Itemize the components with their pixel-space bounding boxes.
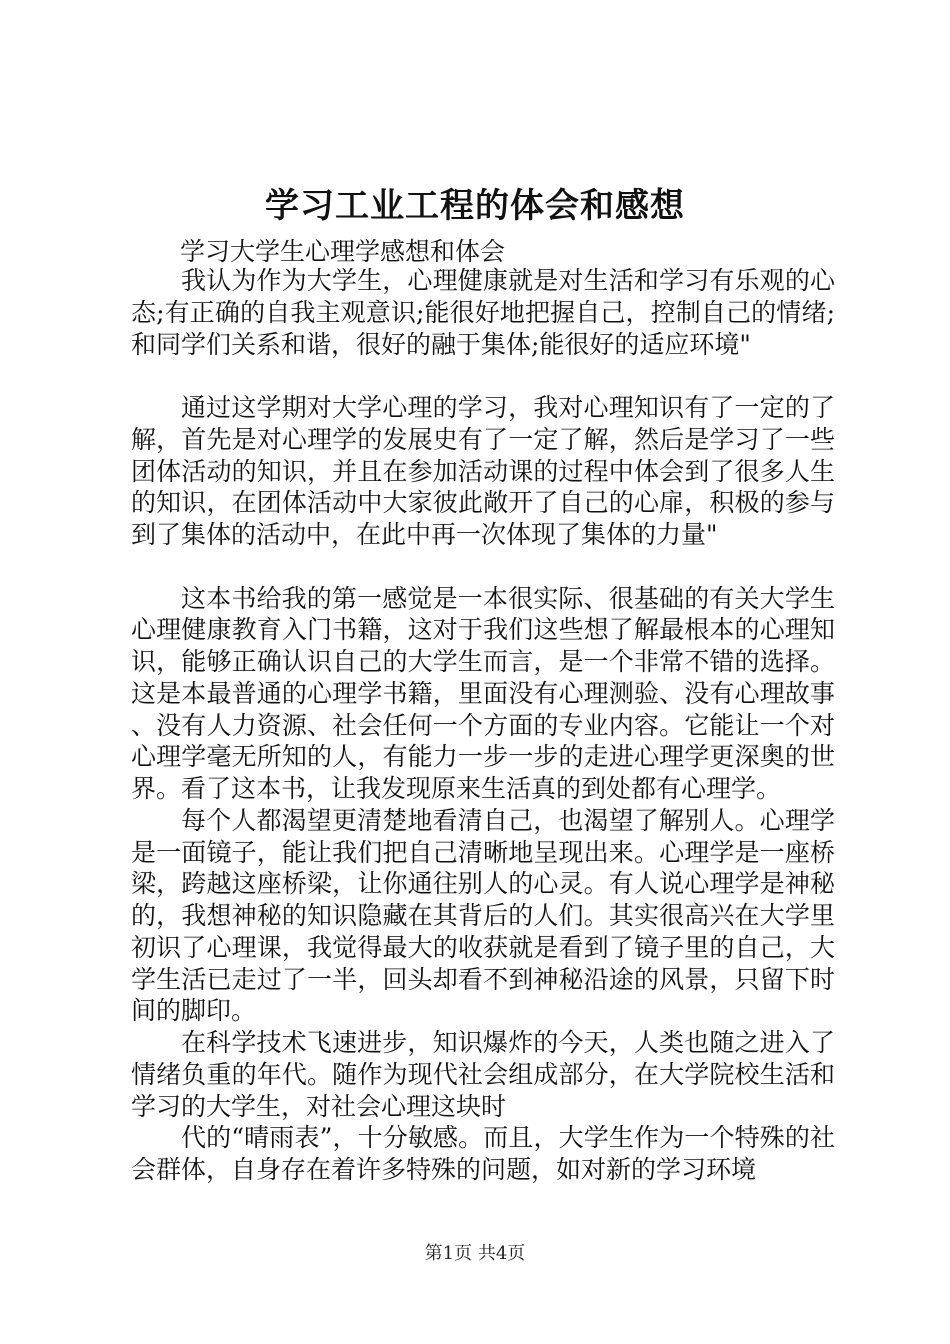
paragraph: 我认为作为大学生，心理健康就是对生活和学习有乐观的心态;有正确的自我主观意识;能很好地把握自己，控制自己的情绪;和同学们关系和谐，很好的融于集体;能很好的适应环境" — [131, 266, 835, 359]
paragraph-spacer — [131, 360, 835, 392]
paragraph: 每个人都渴望更清楚地看清自己，也渴望了解别人。心理学是一面镜子，能让我们把自己清晰地呈现出来。心理学是一座桥梁，跨越这座桥梁，让你通往别人的心灵。有人说心理学是神秘的，我想神秘的知识隐藏在其背后的人们。其实很高兴在大学里初识了心理课，我觉得最大的收获就是看到了镜子里的自己，大学生活已走过了一半，回头却看不到神秘沿途的风景，只留下时间的脚印。 — [131, 805, 835, 1026]
paragraph: 代的“晴雨表”，十分敏感。而且，大学生作为一个特殊的社会群体，自身存在着许多特殊的问题，如对新的学习环境 — [131, 1123, 835, 1184]
page-number-footer: 第1页 共4页 — [424, 1243, 526, 1264]
document-subtitle: 学习大学生心理学感想和体会 — [180, 237, 506, 266]
paragraph: 这本书给我的第一感觉是一本很实际、很基础的有关大学生心理健康教育入门书籍，这对于我们这些想了解最根本的心理知识，能够正确认识自己的大学生而言，是一个非常不错的选择。这是本最普通的心理学书籍，里面没有心理测验、没有心理故事、没有人力资源、社会任何一个方面的专业内容。它能让一个对心理学毫无所知的人，有能力一步一步的走进心理学更深奥的世界。看了这本书，让我发现原来生活真的到处都有心理学。 — [131, 583, 835, 803]
document-title: 学习工业工程的体会和感想 — [265, 186, 685, 226]
paragraph: 通过这学期对大学心理的学习，我对心理知识有了一定的了解，首先是对心理学的发展史有了一定了解，然后是学习了一些团体活动的知识，并且在参加活动课的过程中体会到了很多人生的知识，在团体活动中大家彼此敞开了自己的心扉，积极的参与到了集体的活动中，在此中再一次体现了集体的力量" — [131, 393, 835, 549]
paragraph: 在科学技术飞速进步，知识爆炸的今天，人类也随之进入了情绪负重的年代。随作为现代社会组成部分，在大学院校生活和学习的大学生，对社会心理这块时 — [131, 1028, 835, 1121]
document-body — [131, 265, 835, 1186]
paragraph-spacer — [131, 551, 835, 583]
